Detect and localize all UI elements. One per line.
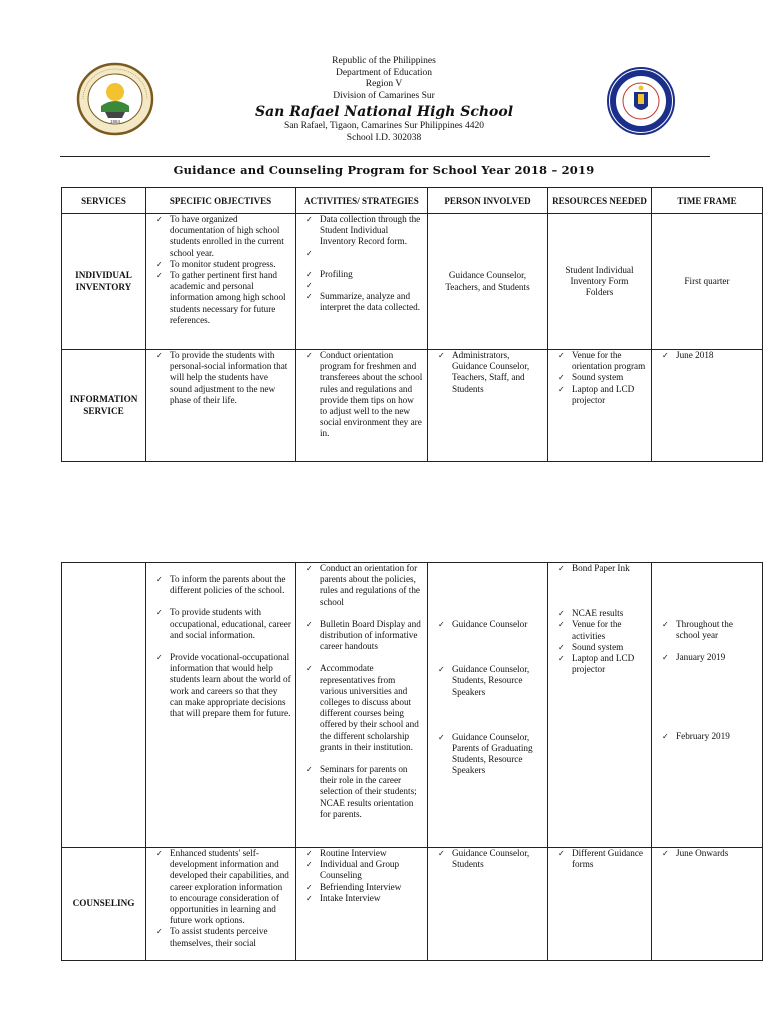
service-cell: INFORMATION SERVICE	[62, 350, 146, 462]
activity-item: ✓ Seminars for parents on their role in the career selection of their students; NCAE results orientation for parents.	[296, 764, 427, 820]
objective-item: ✓ To provide students with occupational, educational, career and social information.	[146, 607, 295, 641]
service-cell	[62, 563, 146, 848]
objective-item: ✓ To gather pertinent first hand academic and personal information among high school students necessary for future references.	[146, 270, 295, 326]
table-header-row	[62, 188, 763, 214]
activities-cell	[296, 214, 428, 350]
republic-line: Republic of the Philippines	[332, 56, 436, 66]
resource-item: ✓ Bond Paper Ink	[548, 563, 651, 574]
persons-cell	[428, 848, 548, 961]
objective-item: ✓ To monitor student progress.	[146, 259, 295, 270]
resources-cell	[548, 848, 652, 961]
table-row-individual-inventory	[62, 214, 763, 350]
letterhead	[0, 56, 768, 145]
objective-item: ✓ Provide vocational-occupational information that would help students learn about the world of work and careers so that they can make appropriate decisions that will prepare them for future.	[146, 652, 295, 719]
svg-text:1984: 1984	[109, 119, 121, 124]
header-divider	[60, 156, 710, 157]
resource-item: ✓ Venue for the orientation program	[548, 350, 651, 372]
program-table-part-2	[61, 562, 763, 961]
objective-item: ✓ To have organized documentation of high school students enrolled in the current school year.	[146, 214, 295, 259]
activities-cell	[296, 848, 428, 961]
activity-item: ✓ Profiling	[296, 269, 427, 280]
objective-item: ✓ To inform the parents about the different policies of the school.	[146, 574, 295, 596]
objective-item: ✓ Enhanced students' self-development information and developed their capabilities, and career exploration information to encourage consideration of opportunities in learning and future work options.	[146, 848, 295, 926]
col-header-persons: PERSON INVOLVED	[428, 188, 548, 214]
resource-item: ✓ Venue for the activities	[548, 619, 651, 641]
resource-item: ✓ Laptop and LCD projector	[548, 384, 651, 406]
service-cell: INDIVIDUAL INVENTORY	[62, 214, 146, 350]
school-name: San Rafael National High School	[254, 104, 514, 121]
col-header-objectives: SPECIFIC OBJECTIVES	[146, 188, 296, 214]
objectives-cell	[146, 350, 296, 462]
resources-cell	[548, 563, 652, 848]
persons-cell	[428, 563, 548, 848]
col-header-services: SERVICES	[62, 188, 146, 214]
activity-item: ✓ Bulletin Board Display and distribution of informative career handouts	[296, 619, 427, 653]
person-item: ✓ Administrators, Guidance Counselor, Teachers, Staff, and Students	[428, 350, 547, 395]
activity-item: ✓ Summarize, analyze and interpret the data collected.	[296, 291, 427, 313]
activity-item: ✓ Accommodate representatives from various universities and colleges to discuss about different courses being offered by their school and the different scholarship grants in their institution.	[296, 663, 427, 753]
school-id: School I.D. 302038	[346, 132, 422, 143]
resource-item: ✓ Sound system	[548, 642, 651, 653]
activity-item: ✓ Data collection through the Student Individual Inventory Record form.	[296, 214, 427, 248]
persons-cell: Guidance Counselor, Teachers, and Students	[428, 214, 548, 350]
time-cell: First quarter	[652, 214, 763, 350]
time-item: ✓ June Onwards	[652, 848, 762, 859]
person-item: ✓ Guidance Counselor, Parents of Graduating Students, Resource Speakers	[428, 732, 547, 777]
col-header-resources: RESOURCES NEEDED	[548, 188, 652, 214]
activities-cell	[296, 350, 428, 462]
resource-item: ✓ Sound system	[548, 372, 651, 383]
time-cell	[652, 848, 763, 961]
school-address: San Rafael, Tigaon, Camarines Sur Philippines 4420	[283, 121, 485, 132]
document-title: Guidance and Counseling Program for School Year 2018 – 2019	[173, 163, 595, 177]
resource-item: ✓ NCAE results	[548, 608, 651, 619]
table-row-information-service	[62, 350, 763, 462]
time-item: ✓ January 2019	[652, 652, 762, 663]
resource-item: ✓ Laptop and LCD projector	[548, 653, 651, 675]
resources-cell: Student Individual Inventory Form Folders	[548, 214, 652, 350]
time-item: ✓ Throughout the school year	[652, 619, 762, 641]
activity-item: ✓ Intake Interview	[296, 893, 427, 904]
persons-cell	[428, 350, 548, 462]
activity-item: ✓ Conduct an orientation for parents about the policies, rules and regulations of the school	[296, 563, 427, 608]
person-item: ✓ Guidance Counselor	[428, 619, 547, 630]
department-line: Department of Education	[335, 67, 433, 78]
objective-item: ✓ To provide the students with personal-social information that will help the students have sound adjustment to the new phase of their life.	[146, 350, 295, 406]
time-cell	[652, 563, 763, 848]
col-header-time: TIME FRAME	[652, 188, 763, 214]
person-item: ✓ Guidance Counselor, Students, Resource Speakers	[428, 664, 547, 698]
time-item: ✓ February 2019	[652, 731, 762, 742]
activity-item: ✓ Befriending Interview	[296, 882, 427, 893]
table-row-counseling	[62, 848, 763, 961]
objectives-cell	[146, 214, 296, 350]
table-row-information-continued	[62, 563, 763, 848]
service-cell: COUNSELING	[62, 848, 146, 961]
objectives-cell	[146, 848, 296, 961]
col-header-activities: ACTIVITIES/ STRATEGIES	[296, 188, 428, 214]
division-line: Division of Camarines Sur	[333, 90, 435, 101]
activity-item: ✓ Conduct orientation program for freshmen and transferees about the school rules and regulations and provide them tips on how to adjust well to the new social environment they are in.	[296, 350, 427, 440]
person-item: ✓ Guidance Counselor, Students	[428, 848, 547, 870]
activity-item: ✓ Individual and Group Counseling	[296, 859, 427, 881]
resource-item: ✓ Different Guidance forms	[548, 848, 651, 870]
resources-cell	[548, 350, 652, 462]
region-line: Region V	[365, 79, 403, 90]
objectives-cell	[146, 563, 296, 848]
time-cell	[652, 350, 763, 462]
program-table-part-1	[61, 187, 763, 462]
time-item: ✓ June 2018	[652, 350, 762, 361]
activities-cell	[296, 563, 428, 848]
activity-item: ✓ Routine Interview	[296, 848, 427, 859]
objective-item: ✓ To assist students perceive themselves, their social	[146, 926, 295, 948]
